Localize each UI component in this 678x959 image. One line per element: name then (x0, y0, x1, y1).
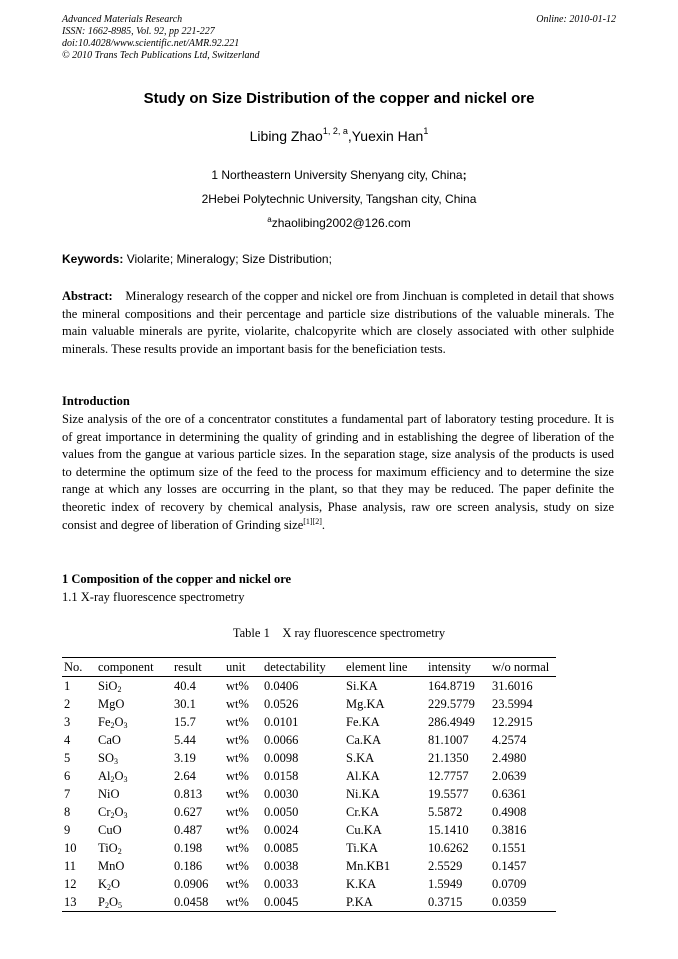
component-formula: SiO$_2$ (98, 678, 122, 694)
table-header-row (62, 658, 556, 677)
author-affiliation-marker: 1, 2, a (322, 126, 348, 136)
column-header: component (96, 658, 172, 677)
component-formula: CaO (98, 732, 121, 747)
column-header: result (172, 658, 224, 677)
table-row: 13 $P_2O_5$ 0.0458 wt% 0.0045 P.KA 0.3715 0.0359 (62, 893, 556, 912)
table-row: 6 $Al_2O_3$ 2.64 wt% 0.0158 Al.KA 12.7757 2.0639 (64, 768, 527, 784)
introduction-text: Size analysis of the ore of a concentrator constitutes a fundamental part of laboratory testing procedure. It is of great importance in determining the quality of grinding and in establishing the degree of liberation of the values from the gangue at various particle sizes. In the separation stage, size analysis of the products is used to determine the optimum size of the feed to the process for maximum efficiency and to determine the size range at which any losses are occurring in the plant, so that they may be reduced. The paper definite the theoretic index of recovery by chemical analysis, Phase analysis, raw ore screen analysis, study on size consist and degree of liberation of Grinding size[1][2]. (62, 412, 614, 532)
component-formula: MgO (98, 696, 125, 711)
column-header: unit (224, 658, 262, 677)
author-line (0, 128, 678, 144)
table-row: 9 CuO 0.487 wt% 0.0024 Cu.KA 15.1410 0.3816 (62, 821, 556, 839)
component-formula: $P_2O_5$ (96, 893, 172, 912)
doi-line: doi:10.4028/www.scientific.net/AMR.92.221 (62, 38, 240, 49)
component-formula: TiO$_2$ (98, 840, 122, 856)
component-formula: $SO_3$ (98, 750, 118, 766)
table-caption: Table 1 X ray fluorescence spectrometry (232, 626, 446, 640)
table-row: 5 $SO_3$ 3.19 wt% 0.0098 S.KA 21.1350 2.4980 (64, 750, 527, 766)
author-affiliation-marker: 1 (423, 126, 429, 136)
keywords-label: Keywords: (62, 252, 124, 266)
citation-refs: [1][2] (303, 516, 322, 526)
column-header: intensity (426, 658, 490, 677)
component-formula: MnO (98, 858, 125, 873)
copyright-line: © 2010 Trans Tech Publications Ltd, Switzerland (62, 50, 260, 61)
column-header: No. (62, 658, 96, 677)
affiliation-punct: ; (462, 168, 467, 182)
affiliation-2: 2Hebei Polytechnic University, Tangshan city, China (201, 192, 477, 206)
author-email (0, 216, 678, 230)
table-row: 1 SiO$_2$ 40.4 wt% 0.0406 Si.KA 164.8719 31.6016 (64, 678, 533, 694)
abstract-label: Abstract: (62, 289, 113, 303)
email-marker: a (267, 215, 272, 224)
table-row: 12 $K_2O$ 0.0906 wt% 0.0033 K.KA 1.5949 0.0709 (64, 876, 527, 892)
abstract (62, 288, 614, 358)
column-header: detectability (262, 658, 344, 677)
email-address: zhaolibing2002@126.com (271, 216, 411, 230)
abstract-text: Mineralogy research of the copper and nickel ore from Jinchuan is completed in detail that shows the mineral compositions and their percentage and particle size distributions of the valuable minerals. The main valuable minerals are pyrite, violarite, chalcopyrite which are closely associated with other sulphide minerals. These results provide an important basis for the beneficiation tests. (62, 289, 614, 356)
journal-name: Advanced Materials Research (62, 14, 183, 25)
table-row: 4 CaO 5.44 wt% 0.0066 Ca.KA 81.1007 4.2574 (62, 731, 556, 749)
author-separator: , (347, 128, 352, 144)
column-header: w/o normal (490, 658, 556, 677)
table-row: 7 NiO 0.813 wt% 0.0030 Ni.KA 19.5577 0.6361 (62, 785, 556, 803)
keywords-text: Violarite; Mineralogy; Size Distribution; (126, 252, 332, 266)
section-heading: 1 Composition of the copper and nickel ore (62, 572, 292, 586)
xrf-table (62, 657, 556, 912)
subsection-heading: 1.1 X-ray fluorescence spectrometry (62, 590, 245, 604)
column-header: element line (344, 658, 426, 677)
table-row: 2 MgO 30.1 wt% 0.0526 Mg.KA 229.5779 23.5994 (62, 695, 556, 713)
author-name: Libing Zhao (249, 128, 323, 144)
component-formula: CuO (98, 822, 122, 837)
affiliation-1: 1 Northeastern University Shenyang city, China; (211, 168, 467, 182)
component-formula: $Cr_2O_3$ (98, 804, 128, 820)
table-row: 11 MnO 0.186 wt% 0.0038 Mn.KB1 2.5529 0.1457 (62, 857, 556, 875)
issn-line: ISSN: 1662-8985, Vol. 92, pp 221-227 (62, 26, 215, 37)
table-row: 8 $Cr_2O_3$ 0.627 wt% 0.0050 Cr.KA 5.5872 0.4908 (64, 804, 527, 820)
keywords (62, 252, 332, 266)
journal-metadata (62, 14, 260, 62)
component-formula: $Al_2O_3$ (98, 768, 128, 784)
author-name: Yuexin Han (351, 128, 424, 144)
component-formula: $Fe_2O_3$ (98, 714, 128, 730)
table-row: 10 TiO$_2$ 0.198 wt% 0.0085 Ti.KA 10.6262 0.1551 (64, 840, 527, 856)
paper-title: Study on Size Distribution of the copper and nickel ore (143, 90, 535, 107)
online-date: Online: 2010-01-12 (536, 14, 616, 25)
introduction-heading: Introduction (62, 394, 130, 408)
component-formula: $K_2O$ (98, 876, 121, 892)
table-row: 3 $Fe_2O_3$ 15.7 wt% 0.0101 Fe.KA 286.4949 12.2915 (64, 714, 533, 730)
component-formula: NiO (98, 786, 120, 801)
